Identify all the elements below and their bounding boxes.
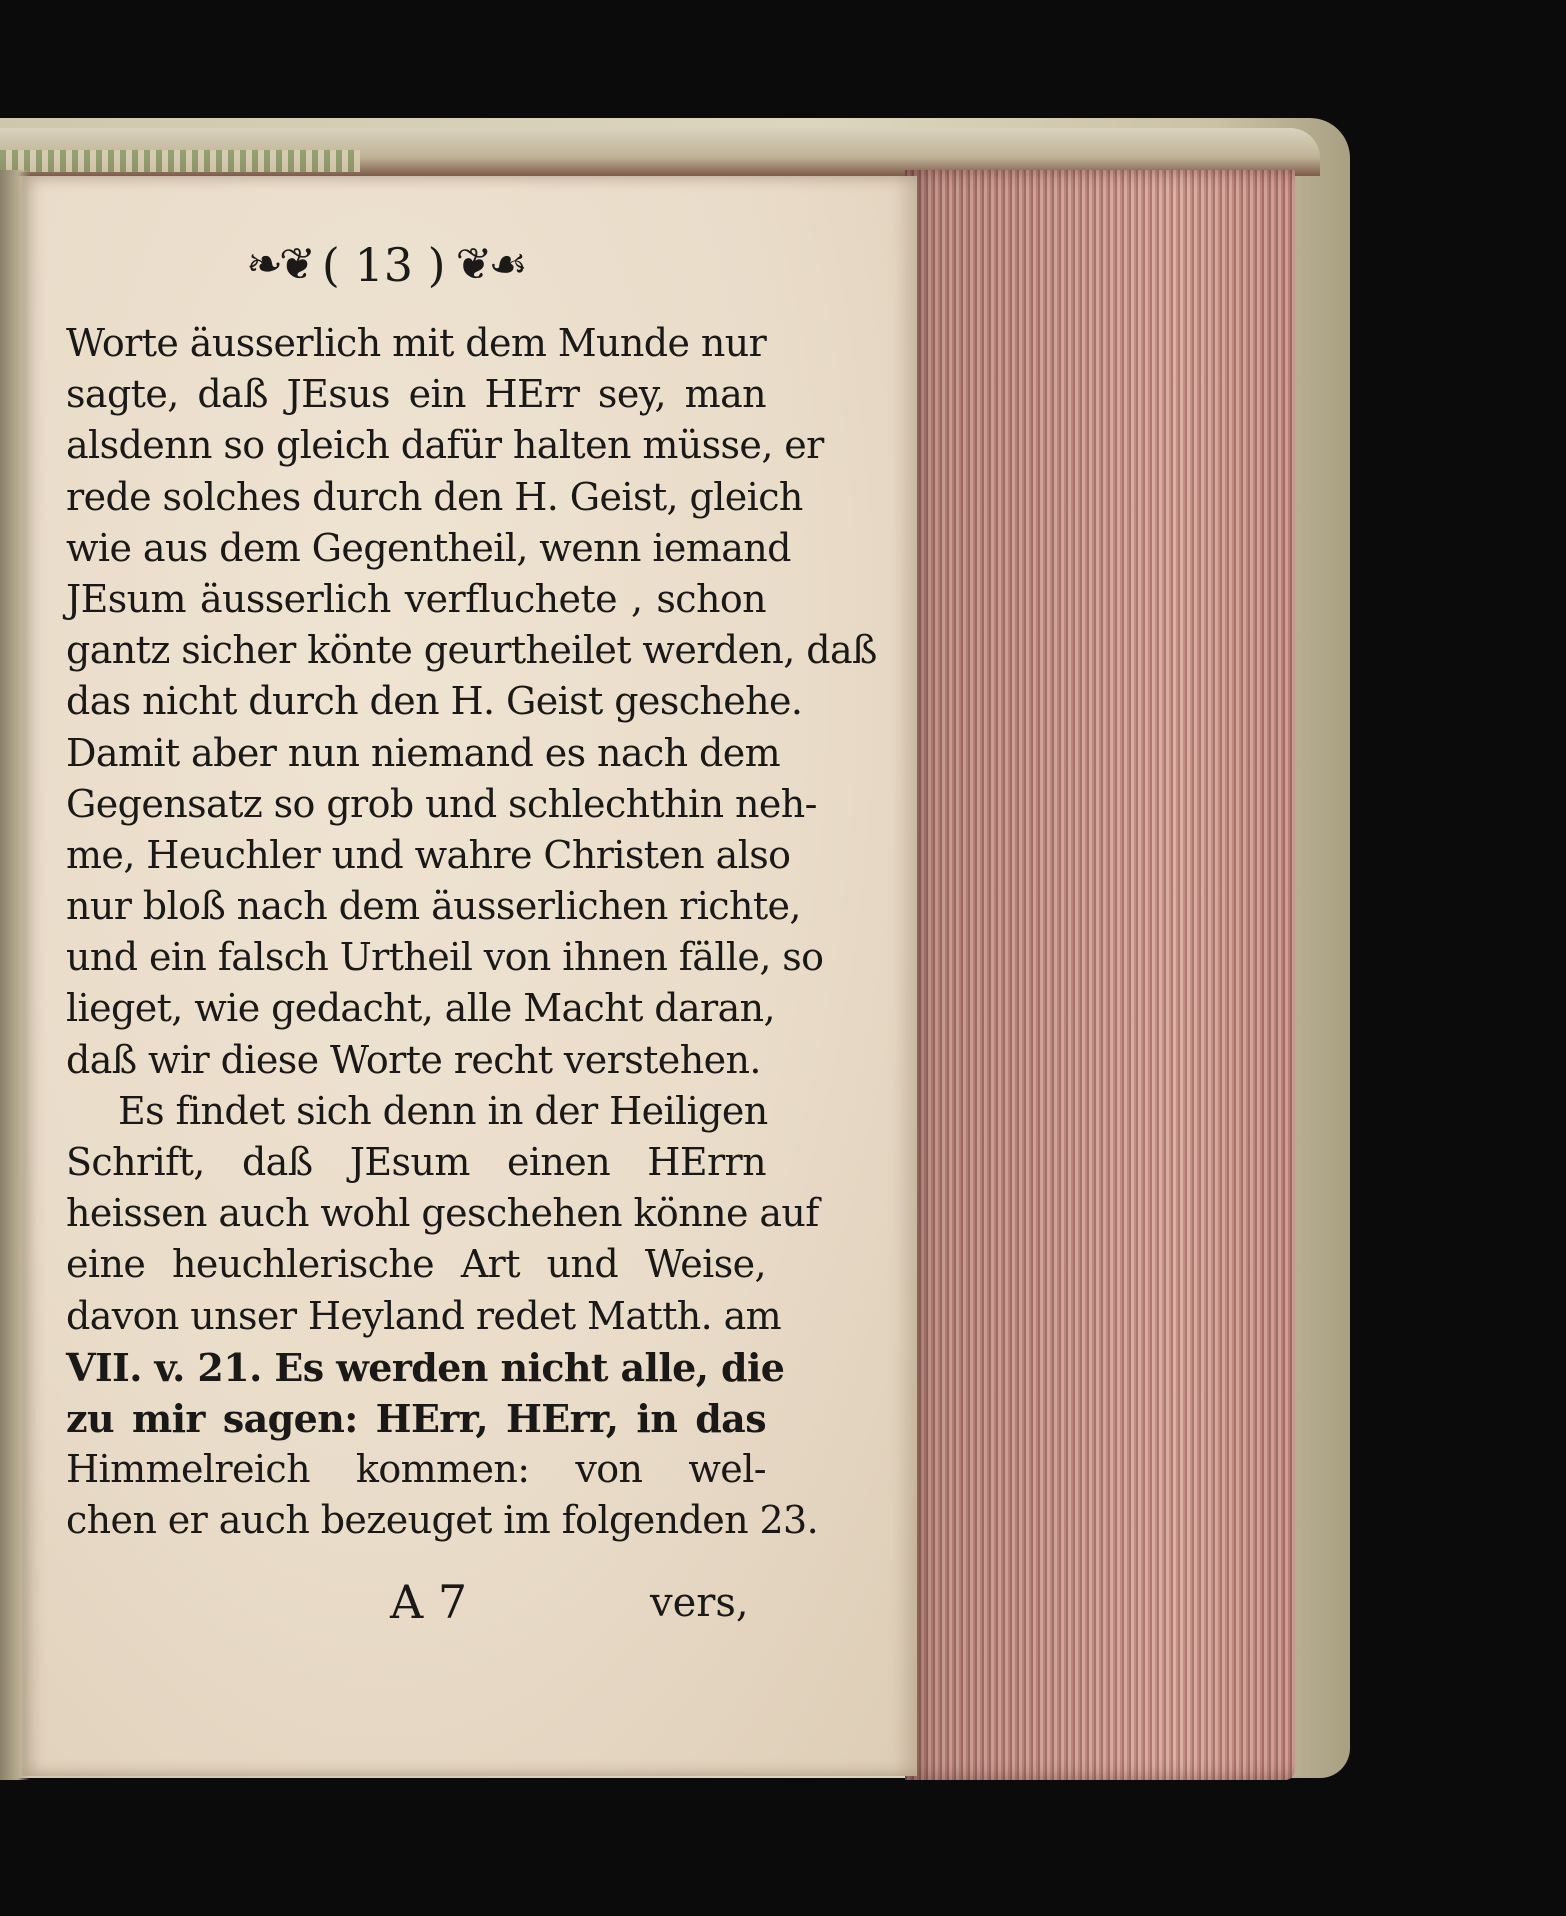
text-line: lieget, wie gedacht, alle Macht daran,: [66, 986, 776, 1031]
text-line: rede solches durch den H. Geist, gleich: [66, 474, 803, 519]
text-line: Damit aber nun niemand es nach dem: [66, 730, 781, 775]
page-header: [215, 230, 555, 300]
text-line: VII. v. 21. Es werden nicht alle, die: [66, 1344, 785, 1390]
text-line: Schrift, daß JEsum einen HErrn: [66, 1140, 766, 1184]
text-line: wie aus dem Gegentheil, wenn iemand: [66, 525, 791, 570]
text-line: me, Heuchler und wahre Christen also: [66, 832, 791, 877]
text-line: davon unser Heyland redet Matth. am: [66, 1293, 782, 1338]
text-line: zu mir sagen: HErr, HErr, in das: [66, 1395, 766, 1441]
spine-gutter: [0, 170, 30, 1780]
text-line: das nicht durch den H. Geist geschehe.: [66, 679, 803, 724]
ornament-right: ❦☙: [455, 239, 524, 290]
text-line: Gegensatz so grob und schlechthin neh-: [66, 781, 817, 826]
text-block: [66, 318, 877, 1547]
text-line: nur bloß nach dem äusserlichen richte,: [66, 884, 801, 929]
page-number: ( 13 ): [321, 238, 446, 292]
catchword: vers,: [650, 1580, 749, 1626]
text-line: gantz sicher könte geurtheilet werden, daß: [66, 628, 877, 673]
text-line: und ein falsch Urtheil von ihnen fälle, so: [66, 935, 824, 980]
signature-mark: A 7: [390, 1575, 468, 1629]
text-line: daß wir diese Worte recht verstehen.: [66, 1037, 761, 1082]
headband: [0, 150, 360, 172]
text-line: eine heuchlerische Art und Weise,: [66, 1242, 766, 1287]
text-line: Es findet sich denn in der Heiligen: [118, 1088, 768, 1133]
text-line: JEsum äusserlich verfluchete , schon: [66, 576, 766, 621]
page-fore-edge: [905, 170, 1295, 1780]
text-line: Worte äusserlich mit dem Munde nur: [66, 321, 767, 365]
text-line: heissen auch wohl geschehen könne auf: [66, 1191, 819, 1236]
text-line: sagte, daß JEsus ein HErr sey, man: [66, 372, 766, 417]
text-line: Himmelreich kommen: von wel-: [66, 1447, 766, 1492]
ornament-left: ❧❦: [246, 239, 312, 290]
text-line: chen er auch bezeuget im folgenden 23.: [66, 1498, 819, 1543]
text-line: alsdenn so gleich dafür halten müsse, er: [66, 423, 824, 468]
